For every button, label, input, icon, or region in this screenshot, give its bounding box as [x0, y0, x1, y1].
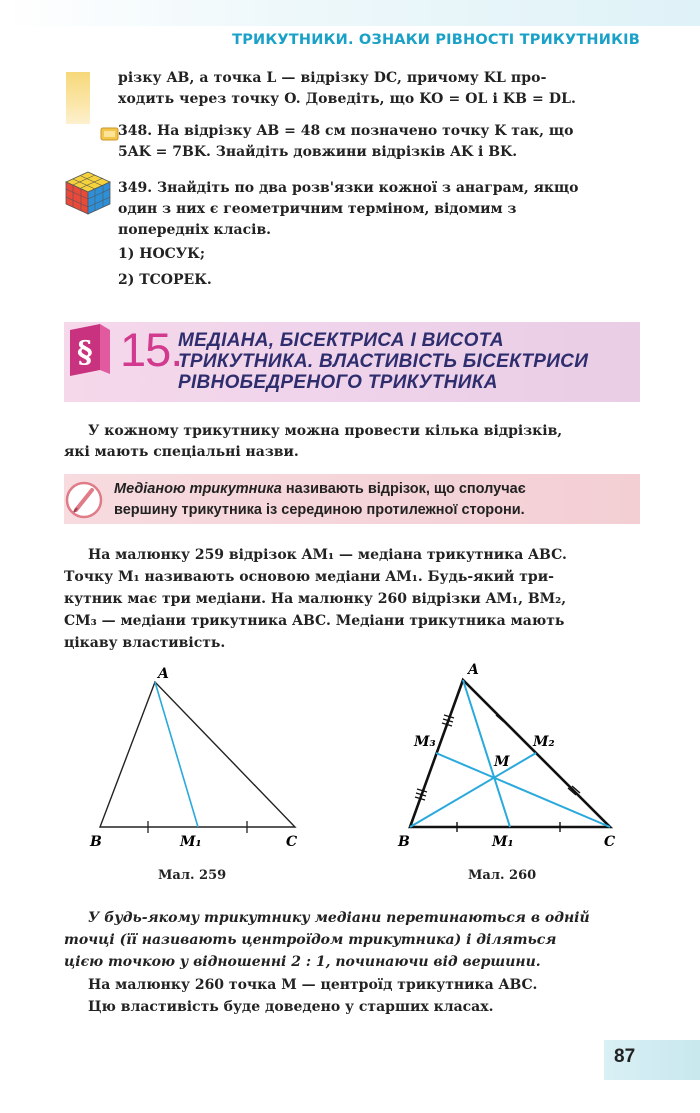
label-A-260: A [468, 662, 479, 678]
figure-260 [390, 660, 640, 860]
para1-line-4: CM₃ — медіани трикутника ABC. Медіани трикутника мають [64, 613, 565, 629]
running-header: ТРИКУТНИКИ. ОЗНАКИ РІВНОСТІ ТРИКУТНИКІВ [232, 32, 640, 48]
label-M3-260: M₃ [414, 734, 436, 750]
header-band [0, 0, 700, 26]
label-C-259: C [286, 834, 298, 850]
label-B-259: B [90, 834, 102, 850]
triangle-abc-260 [410, 680, 610, 827]
problem-349 [118, 178, 579, 199]
para1-line-3: кутник має три медіани. На малюнку 260 відрізки AM₁, BM₂, [64, 591, 567, 607]
problem-349-line-2: один з них є геометричним терміном, відомим з [118, 201, 517, 217]
intro-line-1: У кожному трикутнику можна провести кілька відрізків, [88, 423, 563, 439]
definition-pen-icon [64, 480, 104, 520]
section-title-line-3: РІВНОБЕДРЕНОГО ТРИКУТНИКА [178, 372, 498, 393]
problem-348-line-2: 5AK = 7BK. Знайдіть довжини відрізків AK і BK. [118, 144, 518, 160]
rubik-cube-icon [64, 170, 112, 216]
label-M2-260: M₂ [533, 734, 555, 750]
problem-349-line-3: попередніх класів. [118, 222, 272, 238]
section-number: 15. [120, 323, 183, 376]
intro-line-2: які мають спеціальні назви. [64, 444, 299, 460]
problem-349-line-1: Знайдіть по два розв'язки кожної з анаграм, якщо [156, 180, 579, 196]
definition-line-2: вершину трикутника із серединою протилежної сторони. [114, 502, 525, 518]
median-bm2-260 [410, 753, 536, 827]
para2-line-2: Цю властивість буде доведено у старших класах. [88, 999, 494, 1015]
problem-349-item-1: 1) НОСУК; [118, 246, 206, 262]
margin-color-bar [66, 72, 90, 124]
median-cm3-260 [436, 753, 610, 827]
problem-348 [118, 121, 573, 142]
label-M1-260: M₁ [492, 834, 514, 850]
definition-term: Медіаною трикутника [114, 481, 282, 497]
section-title-line-1: МЕДІАНА, БІСЕКТРИСА І ВИСОТА [178, 330, 504, 351]
problem-349-item-2: 2) ТСОРЕК. [118, 272, 212, 288]
label-A-259: A [158, 666, 169, 682]
para1-line-1: На малюнку 259 відрізок AM₁ — медіана трикутника ABC. [88, 547, 567, 563]
page-number: 87 [614, 1046, 636, 1067]
problem-349-number: 349. [118, 180, 153, 196]
para1-line-2: Точку M₁ називають основою медіани AM₁. Будь-який три- [64, 569, 554, 585]
triangle-abc-259 [100, 682, 295, 827]
definition-line-1-rest: називають відрізок, що сполучає [281, 481, 526, 497]
label-M1-259: M₁ [180, 834, 202, 850]
continued-line-2: ходить через точку O. Доведіть, що KO = OL і KB = DL. [118, 91, 577, 107]
figure-259-caption: Мал. 259 [158, 868, 227, 883]
section-title-line-2: ТРИКУТНИКА. ВЛАСТИВІСТЬ БІСЕКТРИСИ [178, 351, 589, 372]
section-paragraph-icon [66, 322, 114, 376]
label-C-260: C [604, 834, 616, 850]
practical-task-icon [100, 126, 120, 142]
property-line-1: У будь-якому трикутнику медіани перетинаються в одній [88, 910, 590, 926]
para1-line-5: цікаву властивість. [64, 635, 226, 651]
para2-line-1: На малюнку 260 точка M — центроїд трикутника ABC. [88, 977, 538, 993]
problem-348-line-1: На відрізку AB = 48 см позначено точку K так, що [156, 123, 574, 139]
continued-line-1: різку AB, а точка L — відрізку DC, причому KL про- [118, 70, 547, 86]
property-line-2: точці (її називають центроїдом трикутника) і діляться [64, 932, 557, 948]
definition-line-1 [114, 478, 526, 500]
section-symbol: § [77, 335, 93, 370]
problem-348-number: 348. [118, 123, 153, 139]
label-M-260: M [494, 754, 510, 770]
label-B-260: B [398, 834, 410, 850]
figure-259 [70, 660, 330, 860]
figure-260-caption: Мал. 260 [468, 868, 537, 883]
property-line-3: цією точкою у відношенні 2 : 1, починаючи від вершини. [64, 954, 541, 970]
